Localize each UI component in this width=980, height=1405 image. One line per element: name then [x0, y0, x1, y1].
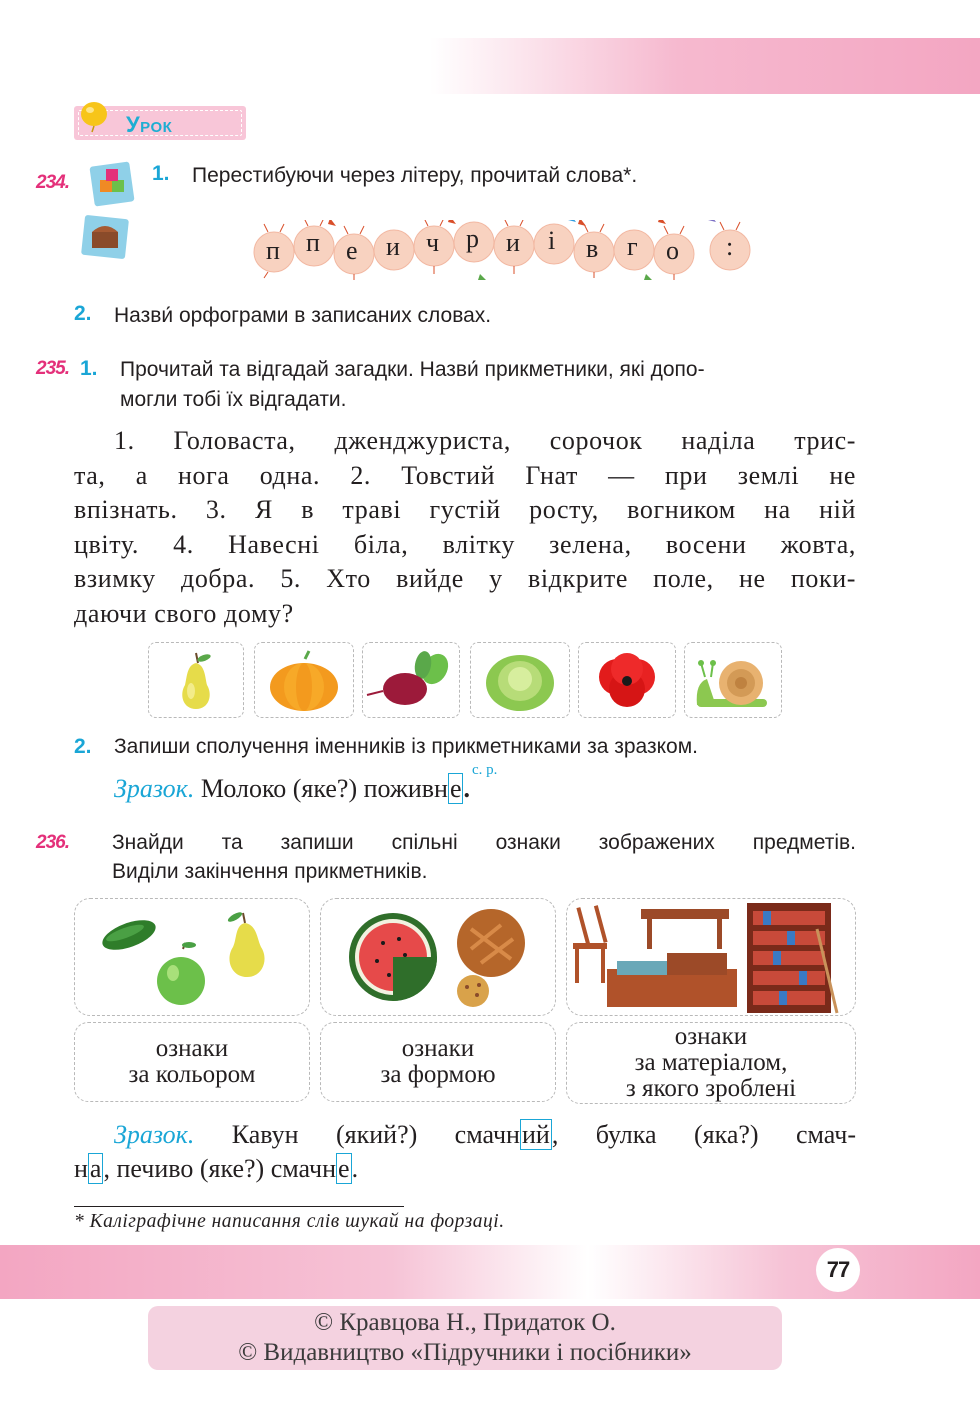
bookcase-icon — [747, 903, 837, 1013]
caterpillar-graphic — [250, 220, 760, 280]
ex234-step1-number: 1. — [152, 162, 170, 185]
bread-icon — [457, 909, 525, 977]
label-line: ознаки — [155, 1035, 229, 1062]
chair-icon — [573, 905, 608, 983]
ex235-step1-line2: могли тобі їх відгадати. — [120, 388, 347, 411]
lesson-label: Урок — [126, 112, 173, 137]
riddle-line: та, а нога одна. 2. Товстий Гнат — при землі не — [74, 460, 856, 490]
ex235-step1-line1: Прочитай та відгадай загадки. Назви́ прикметники, які допо- — [120, 358, 705, 381]
sample-line — [74, 1152, 856, 1186]
ex235-step2-number: 2. — [74, 735, 92, 758]
highlighted-ending: е — [338, 1154, 350, 1183]
treasure-chest-icon — [80, 214, 130, 260]
riddle-line: 1. Головаста, дженджуриста, сорочок наділа трис- — [114, 426, 856, 455]
copyright-line: © Кравцова Н., Придаток О. — [314, 1309, 616, 1336]
alphabet-cubes-icon — [88, 160, 136, 208]
table-icon — [641, 909, 729, 949]
ex234-step2-number: 2. — [74, 302, 92, 325]
ex235-sample — [114, 774, 470, 804]
caterpillar-letter: в — [586, 234, 599, 263]
copyright-line: © Видавництво «Підручники і посібники» — [238, 1339, 692, 1366]
label-line: за матеріалом, — [634, 1049, 788, 1076]
sample-label: Зразок. — [114, 774, 195, 803]
ex234-step1-text: Перестибуючи через літеру, прочитай слова*. — [192, 164, 638, 187]
bed-icon — [607, 953, 737, 1007]
ex236-line1: Знайди та запиши спільні ознаки зображених предметів. — [112, 831, 856, 854]
sample-text: . — [351, 1154, 359, 1183]
label-shape — [320, 1022, 556, 1102]
caterpillar-letter: р — [466, 224, 479, 253]
picture-card — [362, 642, 460, 718]
green-apple-icon — [157, 942, 205, 1005]
highlighted-ending: а — [89, 1154, 102, 1183]
riddle-line: цвіту. 4. Навесні біла, влітку зелена, восени жовта, — [74, 529, 856, 559]
balloon-icon — [78, 100, 112, 134]
picture-card — [578, 642, 676, 718]
cookie-icon — [457, 975, 489, 1007]
yellow-pear-icon — [227, 910, 265, 977]
riddle-line: впізнать. 3. Я в траві густій росту, вогником на ній — [74, 495, 856, 524]
beet-icon — [363, 643, 459, 717]
highlighted-ending: ий — [521, 1120, 550, 1149]
pear-icon — [149, 643, 243, 717]
label-line: з якого зроблені — [625, 1075, 797, 1102]
caterpillar-letter: е — [346, 236, 358, 265]
caterpillar-letter: п — [306, 228, 320, 257]
header-band — [430, 38, 980, 94]
page-number: 77 — [816, 1248, 860, 1292]
letter-caterpillar — [250, 220, 760, 280]
gender-note: с. р. — [472, 762, 498, 778]
copyright-box — [148, 1306, 782, 1370]
caterpillar-letter: : — [726, 232, 734, 261]
sample-text: , печиво (яке?) смачн — [103, 1154, 337, 1183]
footnote: * Каліграфічне написання слів шукай на форзаці. — [74, 1211, 505, 1232]
caterpillar-letter: о — [666, 236, 679, 265]
riddle-line: взимку добра. 5. Хто вийде у відкрите поле, не поки- — [74, 564, 856, 593]
ex234-step2-text: Назви́ орфограми в записаних словах. — [114, 304, 492, 327]
caterpillar-letter: и — [506, 228, 520, 257]
sample-text: Молоко (яке?) поживн — [200, 774, 448, 803]
footnote-divider — [74, 1206, 404, 1207]
ex235-step2-text: Запиши сполучення іменників із прикметниками за зразком. — [114, 735, 698, 758]
picture-card — [148, 642, 244, 718]
picture-card — [684, 642, 782, 718]
ex235-step1-number: 1. — [80, 357, 98, 380]
pumpkin-icon — [255, 643, 353, 717]
watermelon-icon — [349, 913, 437, 1001]
picture-group-shape — [320, 898, 556, 1016]
picture-group-color — [74, 898, 310, 1016]
ex236-sample — [74, 1118, 856, 1186]
ex236-line2: Виділи закінчення прикметників. — [112, 860, 428, 883]
riddles-text — [74, 424, 856, 631]
caterpillar-letter: г — [627, 232, 638, 261]
exercise-number-235: 235. — [36, 358, 69, 379]
label-line: ознаки — [674, 1023, 748, 1050]
label-material — [566, 1022, 856, 1104]
sample-dot: . — [463, 774, 470, 803]
highlighted-ending: е — [449, 774, 462, 803]
caterpillar-letter: п — [266, 236, 280, 265]
sample-text: н — [74, 1154, 88, 1183]
sample-label: Зразок. — [114, 1120, 195, 1149]
exercise-number-236: 236. — [36, 832, 69, 853]
caterpillar-letter: ч — [426, 228, 440, 257]
cucumber-icon — [99, 914, 160, 956]
caterpillar-letter: і — [548, 226, 556, 255]
label-color — [74, 1022, 310, 1102]
picture-group-material — [566, 898, 856, 1016]
sample-line — [74, 1118, 856, 1152]
poppy-icon — [579, 643, 675, 717]
picture-card — [254, 642, 354, 718]
label-line: за формою — [380, 1061, 496, 1088]
cabbage-icon — [471, 643, 569, 717]
label-line: за кольором — [128, 1061, 256, 1088]
label-line: ознаки — [401, 1035, 475, 1062]
sample-text: Кавун (який?) смачн — [231, 1120, 520, 1149]
riddle-line: даючи свого дому? — [74, 598, 294, 628]
picture-card — [470, 642, 570, 718]
exercise-number-234: 234. — [36, 172, 69, 193]
caterpillar-letter: и — [386, 232, 400, 261]
snail-icon — [685, 643, 781, 717]
sample-text: , булка (яка?) смач- — [551, 1120, 857, 1149]
